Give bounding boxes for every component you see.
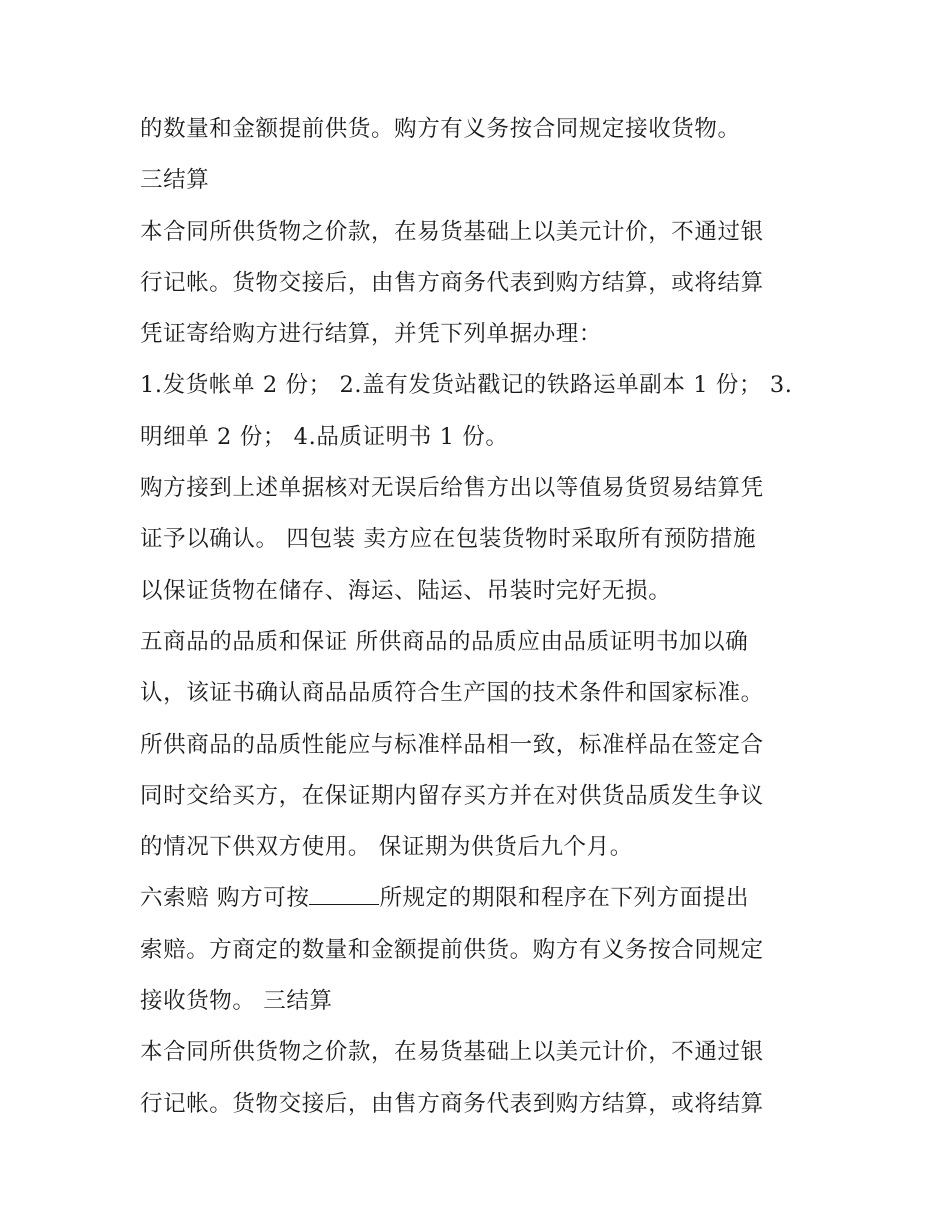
claim-line bbox=[140, 873, 820, 924]
text-line: 1.发货帐单 2 份； 2.盖有发货站戳记的铁路运单副本 1 份； 3. bbox=[140, 372, 793, 399]
text-line: 证予以确认。 四包装 卖方应在包装货物时采取所有预防措施 bbox=[140, 526, 757, 553]
text-line: 的数量和金额提前供货。购方有义务按合同规定接收货物。 bbox=[140, 116, 741, 142]
text-line: 五商品的品质和保证 所供商品的品质应由品质证明书加以确 bbox=[140, 628, 749, 655]
text-line: 购方接到上述单据核对无误后给售方出以等值易货贸易结算凭 bbox=[140, 475, 764, 502]
contract-body-text bbox=[140, 104, 820, 1130]
claim-prefix: 六索赔 购方可按 bbox=[140, 885, 310, 912]
section-heading-settlement: 三结算 bbox=[140, 167, 210, 194]
text-line: 凭证寄给购方进行结算，并凭下列单据办理： bbox=[140, 321, 603, 348]
fill-in-blank bbox=[309, 884, 379, 905]
claim-suffix: 所规定的期限和程序在下列方面提出 bbox=[379, 885, 750, 912]
text-line: 同时交给买方，在保证期内留存买方并在对供货品质发生争议 bbox=[140, 782, 764, 809]
text-line: 行记帐。货物交接后，由售方商务代表到购方结算，或将结算 bbox=[140, 269, 764, 296]
text-line: 明细单 2 份； 4.品质证明书 1 份。 bbox=[140, 423, 509, 450]
text-line: 索赔。方商定的数量和金额提前供货。购方有义务按合同规定 bbox=[140, 936, 764, 963]
text-line: 本合同所供货物之价款，在易货基础上以美元计价，不通过银 bbox=[140, 218, 764, 245]
text-line: 接收货物。 三结算 bbox=[140, 988, 333, 1015]
text-line: 本合同所供货物之价款，在易货基础上以美元计价，不通过银 bbox=[140, 1039, 764, 1066]
text-line: 的情况下供双方使用。 保证期为供货后九个月。 bbox=[140, 834, 633, 861]
text-line: 行记帐。货物交接后，由售方商务代表到购方结算，或将结算 bbox=[140, 1090, 764, 1117]
text-line: 认，该证书确认商品品质符合生产国的技术条件和国家标准。 bbox=[140, 680, 764, 707]
text-line: 以保证货物在储存、海运、陆运、吊装时完好无损。 bbox=[140, 577, 672, 604]
text-line: 所供商品的品质性能应与标准样品相一致，标准样品在签定合 bbox=[140, 731, 764, 758]
